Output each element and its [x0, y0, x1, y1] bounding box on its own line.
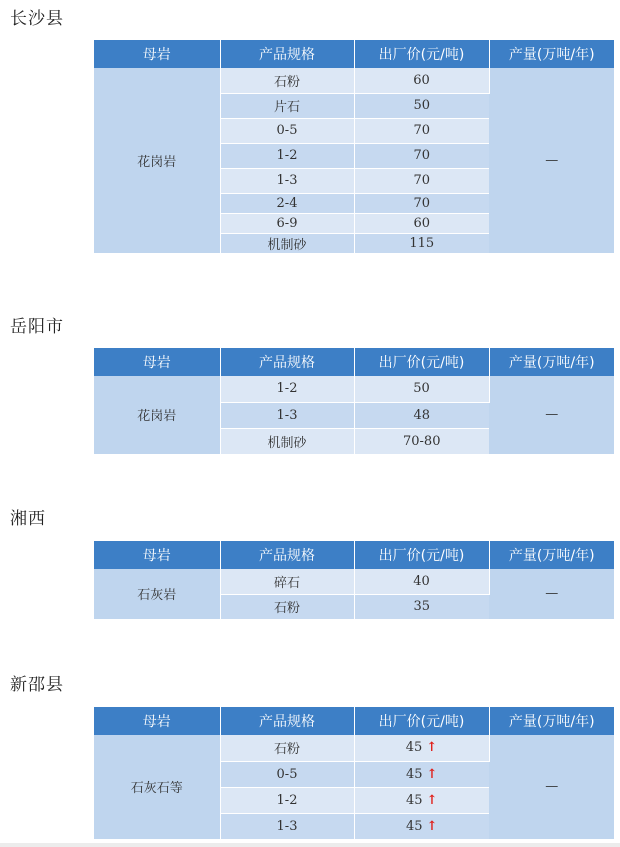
region-title-changsha: 长沙县: [10, 9, 64, 29]
table-header-row: [94, 541, 614, 569]
spec-cell: 片石: [220, 93, 354, 118]
rock-type-cell: 花岗岩: [94, 68, 220, 253]
spec-cell: 1-3: [220, 168, 354, 193]
header-price: 出厂价(元/吨): [354, 40, 489, 68]
price-value: 45: [406, 818, 423, 834]
price-cell: [354, 813, 489, 839]
header-spec: 产品规格: [220, 541, 354, 569]
spec-cell: 2-4: [220, 193, 354, 213]
up-arrow-icon: ↑: [426, 740, 438, 756]
header-price: 出厂价(元/吨): [354, 348, 489, 376]
price-cell: 70: [354, 143, 489, 168]
price-table-xiangxi: [94, 541, 614, 620]
header-rock: 母岩: [94, 40, 220, 68]
header-spec: 产品规格: [220, 348, 354, 376]
price-cell: [354, 787, 489, 813]
header-output: 产量(万吨/年): [489, 40, 614, 68]
rock-type-cell: 石灰石等: [94, 735, 220, 839]
header-output: 产量(万吨/年): [489, 541, 614, 569]
header-spec: 产品规格: [220, 707, 354, 735]
spec-cell: 1-3: [220, 402, 354, 428]
rock-type-cell: 石灰岩: [94, 569, 220, 619]
spec-cell: 0-5: [220, 761, 354, 787]
up-arrow-icon: ↑: [426, 818, 438, 834]
price-table-yueyang: [94, 348, 614, 455]
output-cell: —: [489, 68, 614, 253]
header-spec: 产品规格: [220, 40, 354, 68]
spec-cell: 1-2: [220, 787, 354, 813]
header-price: 出厂价(元/吨): [354, 541, 489, 569]
price-cell: [354, 735, 489, 761]
up-arrow-icon: ↑: [426, 766, 438, 782]
spec-cell: 1-2: [220, 376, 354, 402]
price-value: 45: [406, 766, 423, 782]
table-row: [94, 735, 614, 761]
region-title-xiangxi: 湘西: [10, 509, 46, 529]
price-cell: 50: [354, 93, 489, 118]
price-cell: 60: [354, 68, 489, 93]
table-header-row: [94, 40, 614, 68]
output-cell: —: [489, 376, 614, 454]
spec-cell: 6-9: [220, 213, 354, 233]
spec-cell: 机制砂: [220, 428, 354, 454]
spec-cell: 机制砂: [220, 233, 354, 253]
header-output: 产量(万吨/年): [489, 707, 614, 735]
table-header-row: [94, 707, 614, 735]
price-cell: 60: [354, 213, 489, 233]
price-cell: 70: [354, 168, 489, 193]
spec-cell: 1-3: [220, 813, 354, 839]
price-cell: 70-80: [354, 428, 489, 454]
spec-cell: 石粉: [220, 594, 354, 619]
price-cell: 48: [354, 402, 489, 428]
header-rock: 母岩: [94, 348, 220, 376]
region-title-xinshao: 新邵县: [10, 675, 64, 695]
spec-cell: 石粉: [220, 68, 354, 93]
spec-cell: 石粉: [220, 735, 354, 761]
price-cell: 35: [354, 594, 489, 619]
spec-cell: 碎石: [220, 569, 354, 594]
table-row: [94, 376, 614, 402]
header-rock: 母岩: [94, 707, 220, 735]
price-cell: 70: [354, 193, 489, 213]
price-value: 45: [405, 740, 423, 756]
header-rock: 母岩: [94, 541, 220, 569]
price-cell: 50: [354, 376, 489, 402]
rock-type-cell: 花岗岩: [94, 376, 220, 454]
price-cell: 70: [354, 118, 489, 143]
output-cell: —: [489, 569, 614, 619]
price-cell: 40: [354, 569, 489, 594]
price-cell: [354, 761, 489, 787]
price-cell: 115: [354, 233, 489, 253]
header-price: 出厂价(元/吨): [354, 707, 489, 735]
table-header-row: [94, 348, 614, 376]
price-value: 45: [406, 792, 423, 808]
region-title-yueyang: 岳阳市: [10, 317, 64, 337]
output-cell: —: [489, 735, 614, 839]
page-bottom-divider: [0, 843, 620, 847]
spec-cell: 1-2: [220, 143, 354, 168]
spec-cell: 0-5: [220, 118, 354, 143]
up-arrow-icon: ↑: [426, 792, 438, 808]
price-table-xinshao: [94, 707, 614, 840]
header-output: 产量(万吨/年): [489, 348, 614, 376]
price-table-changsha: [94, 40, 614, 254]
table-row: [94, 68, 614, 93]
table-row: [94, 569, 614, 594]
